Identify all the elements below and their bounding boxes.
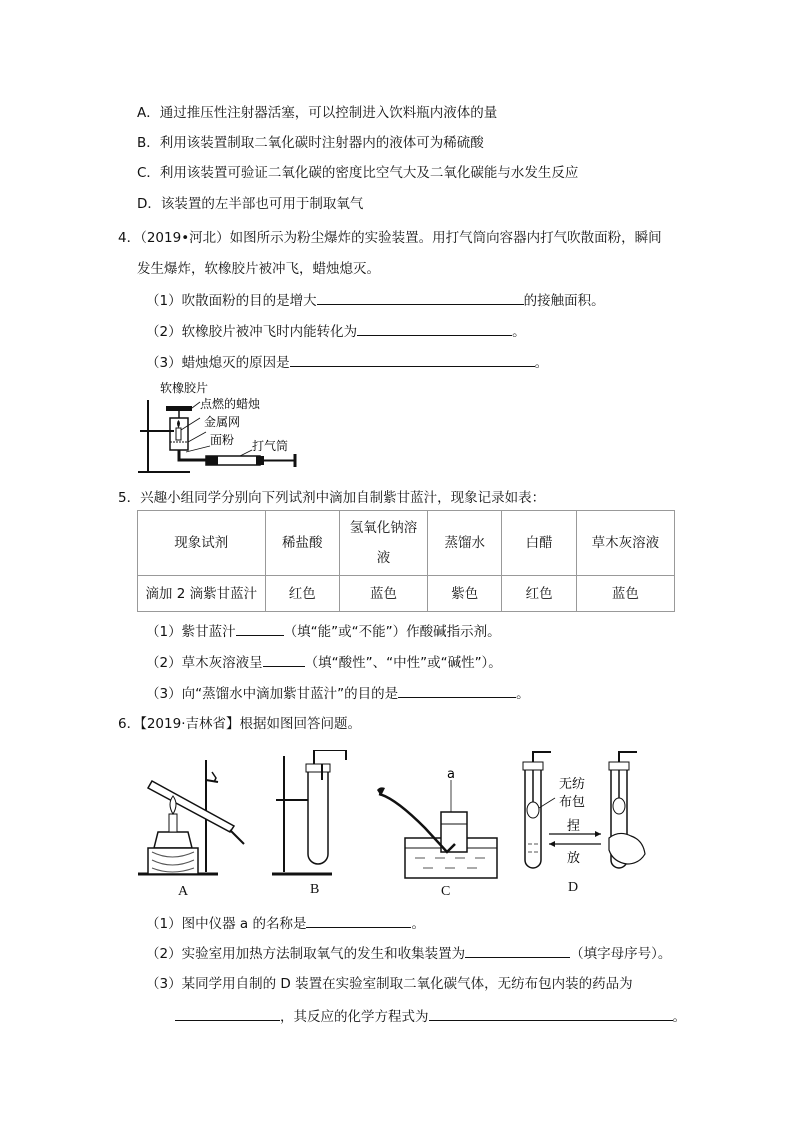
q4-sub1-prefix: （1）吹散面粉的目的是增大 — [146, 293, 317, 309]
q6-sub1 — [146, 913, 425, 934]
q4-sub2-prefix: （2）软橡胶片被冲飞时内能转化为 — [146, 324, 358, 340]
q4-sub3-suffix: 。 — [534, 355, 549, 371]
table-header-cell: 稀盐酸 — [265, 511, 339, 576]
label-mesh: 金属网 — [204, 415, 241, 429]
label-release: 放 — [567, 851, 581, 866]
answer-blank[interactable] — [398, 683, 516, 698]
q6-sub3-suffix: 。 — [672, 1009, 686, 1025]
table-header-naoh: 氢氧化钠溶液 — [349, 520, 418, 566]
q4-sub2-suffix: 。 — [512, 324, 526, 340]
q5-sub2-suffix: （填“酸性”、“中性”或“碱性”）。 — [304, 655, 502, 671]
label-a: a — [447, 768, 455, 782]
table-header-cell: 蒸馏水 — [428, 511, 502, 576]
caption-d: D — [568, 880, 579, 895]
table-header-cell: 白醋 — [502, 511, 576, 576]
table-header-cell: 草木灰溶液 — [576, 511, 674, 576]
q4-stem-line2: 发生爆炸，软橡胶片被冲飞，蜡烛熄灭。 — [137, 261, 380, 277]
apparatus-c — [375, 768, 500, 880]
table-cell: 红色 — [265, 576, 339, 612]
q4-sub1 — [146, 290, 605, 311]
q6-stem: 6．【2019·吉林省】根据如图回答问题。 — [118, 716, 361, 732]
q6-sub1-suffix: 。 — [411, 916, 425, 932]
answer-blank[interactable] — [236, 621, 284, 636]
q5-sub1-suffix: （填“能”或“不能”）作酸碱指示剂。 — [283, 624, 501, 640]
label-candle: 点燃的蜡烛 — [200, 397, 261, 411]
table-row — [138, 576, 675, 612]
label-bag-1: 无纺 — [559, 777, 586, 792]
table-header-cell — [339, 511, 427, 576]
apparatus-b — [262, 750, 362, 878]
q5-sub2-prefix: （2）草木灰溶液呈 — [146, 655, 263, 671]
q5-sub3 — [146, 683, 530, 704]
q5-sub3-suffix: 。 — [516, 686, 530, 702]
table-cell: 红色 — [502, 576, 576, 612]
q6-sub2 — [146, 943, 671, 964]
apparatus-a — [138, 750, 250, 878]
q3-option-c: C．利用该装置可验证二氧化碳的密度比空气大及二氧化碳能与水发生反应 — [137, 165, 579, 181]
label-bag-2: 布包 — [559, 795, 586, 810]
table-cell: 紫色 — [428, 576, 502, 612]
answer-blank[interactable] — [290, 352, 535, 367]
q6-sub3: （3）某同学用自制的 D 装置在实验室制取二氧化碳气体，无纺布包内装的药品为 — [146, 976, 633, 992]
apparatus-d — [515, 748, 660, 876]
label-squeeze: 捏 — [567, 819, 581, 834]
q5-sub1 — [146, 621, 501, 642]
q4-sub2 — [146, 321, 526, 342]
q5-sub2 — [146, 652, 502, 673]
q6-sub2-prefix: （2）实验室用加热方法制取氧气的发生和收集装置为 — [146, 946, 466, 962]
q6-sub2-suffix: （填字母序号）。 — [570, 946, 672, 962]
caption-b: B — [310, 882, 320, 897]
q5-sub1-prefix: （1）紫甘蓝汁 — [146, 624, 236, 640]
answer-blank[interactable] — [357, 321, 512, 336]
answer-blank[interactable] — [263, 652, 305, 667]
q4-sub3 — [146, 352, 548, 373]
table-header-row — [138, 511, 675, 576]
table-cell: 蓝色 — [576, 576, 674, 612]
label-rubber: 软橡胶片 — [160, 381, 209, 395]
q4-stem-line1: 4．（2019•河北）如图所示为粉尘爆炸的实验装置。用打气筒向容器内打气吹散面粉，瞬间 — [118, 230, 662, 246]
caption-a: A — [178, 884, 189, 899]
answer-blank[interactable] — [175, 1006, 280, 1021]
q6-sub3-mid: ，其反应的化学方程式为 — [280, 1009, 429, 1025]
q3-option-d: D．该装置的左半部也可用于制取氧气 — [137, 196, 364, 212]
q5-stem: 5．兴趣小组同学分别向下列试剂中滴加自制紫甘蓝汁，现象记录如表： — [118, 490, 546, 506]
dust-explosion-figure — [130, 378, 315, 478]
q6-sub1-prefix: （1）图中仪器 a 的名称是 — [146, 916, 307, 932]
caption-c: C — [441, 884, 451, 899]
table-cell: 蓝色 — [339, 576, 427, 612]
label-flour: 面粉 — [210, 433, 235, 447]
label-pump: 打气筒 — [252, 439, 289, 453]
q5-sub3-prefix: （3）向“蒸馏水中滴加紫甘蓝汁”的目的是 — [146, 686, 399, 702]
q6-sub3-continued — [175, 1006, 686, 1027]
answer-blank[interactable] — [317, 290, 524, 305]
q3-option-a: A．通过推压性注射器活塞，可以控制进入饮料瓶内液体的量 — [137, 105, 498, 121]
table-header-label: 现象试剂 — [138, 511, 266, 576]
table-row-label: 滴加 2 滴紫甘蓝汁 — [138, 576, 266, 612]
answer-blank[interactable] — [465, 943, 570, 958]
reagent-table — [137, 510, 675, 612]
q3-option-b: B．利用该装置制取二氧化碳时注射器内的液体可为稀硫酸 — [137, 135, 484, 151]
q4-sub1-suffix: 的接触面积。 — [523, 293, 605, 309]
answer-blank[interactable] — [306, 913, 411, 928]
answer-blank[interactable] — [429, 1006, 673, 1021]
q4-sub3-prefix: （3）蜡烛熄灭的原因是 — [146, 355, 290, 371]
